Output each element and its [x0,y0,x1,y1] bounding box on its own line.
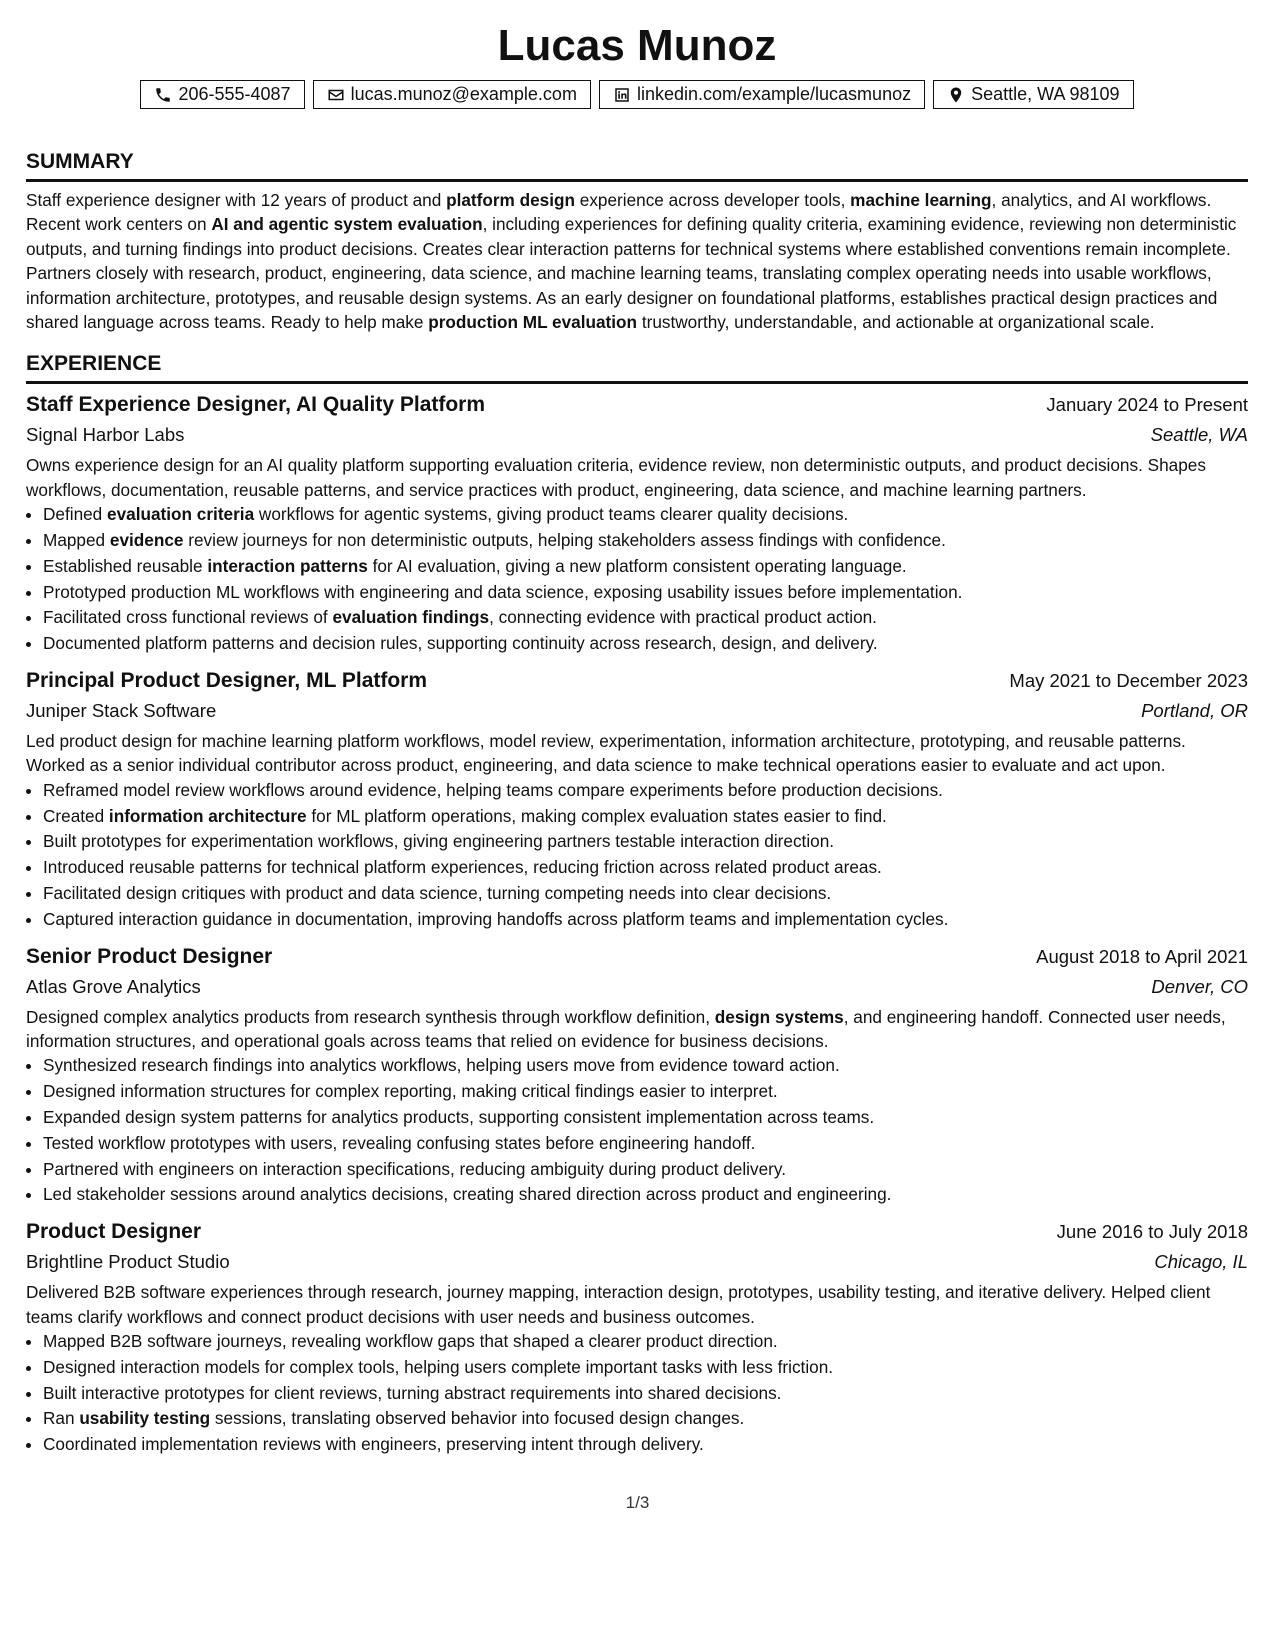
job-entry [26,1217,1248,1458]
experience-section [26,351,1248,1458]
job-location: Portland, OR [1141,700,1248,722]
job-dates: May 2021 to December 2023 [1009,670,1248,692]
phone-icon [154,86,172,104]
bullet-item: • Synthesized research findings into analytics workflows, helping users move from evidence toward action. [43,1053,1248,1079]
bullet-item: • Coordinated implementation reviews with engineers, preserving intent through delivery. [43,1432,1248,1458]
summary-section [26,149,1248,334]
bold-emphasis: AI and agentic system evaluation [211,214,483,235]
bullet-item: • Mapped B2B software journeys, revealing workflow gaps that shaped a clearer product direction. [43,1329,1248,1355]
contact-email-text: lucas.munoz@example.com [350,84,577,104]
job-dates: June 2016 to July 2018 [1056,1221,1248,1243]
bullet-item: • Prototyped production ML workflows with engineering and data science, exposing usability issues before implementation. [43,580,1248,606]
bullet-item: • Designed information structures for complex reporting, making critical findings easier to interpret. [43,1079,1248,1105]
bullet-item: • Reframed model review workflows around evidence, helping teams compare experiments before production decisions. [43,778,1248,804]
job-location: Chicago, IL [1154,1251,1248,1273]
job-bullets [26,778,1248,933]
job-location: Denver, CO [1151,975,1248,997]
contact-phone-text: 206-555-4087 [178,84,291,104]
bullet-item: • Designed interaction models for complex tools, helping users complete important tasks with less friction. [43,1355,1248,1381]
job-description: Led product design for machine learning platform workflows, model review, experimentation, information architecture, prototyping, and reusable patterns. Worked as a senior individual contributor across product, engineering, and data science to make technical operations easier to evaluate and act upon. [26,731,1186,776]
job-entry [26,390,1248,657]
bullet-item: • Mapped evidence review journeys for non deterministic outputs, helping stakeholders assess findings with confidence. [43,528,1248,554]
company-name: Signal Harbor Labs [26,424,185,446]
bullet-item: • Led stakeholder sessions around analytics decisions, creating shared direction across product and engineering. [43,1182,1248,1208]
job-description: Designed complex analytics products from research synthesis through workflow definition, design systems, and engineering handoff. Connected user needs, information structures, and operational goals across teams that relied on evidence for business decisions. [26,1006,1226,1052]
contact-location-text: Seattle, WA 98109 [971,84,1120,104]
candidate-name: Lucas Munoz [497,21,777,70]
contact-location [933,80,1133,109]
bold-emphasis: design systems [714,1006,844,1027]
bullet-item: • Expanded design system patterns for analytics products, supporting consistent implementation across teams. [43,1105,1248,1131]
bullet-item: • Facilitated design critiques with product and data science, turning competing needs into clear decisions. [43,881,1248,907]
job-entry [26,942,1248,1209]
job-bullets [26,1329,1248,1458]
bullet-item: • Captured interaction guidance in documentation, improving handoffs across platform teams and implementation cycles. [43,907,1248,933]
bold-emphasis: interaction patterns [207,555,368,576]
job-description: Owns experience design for an AI quality platform supporting evaluation criteria, evidence review, non deterministic outputs, and product decisions. Shapes workflows, documentation, reusable patterns, and service practices with product, engineering, data science, and machine learning partners. [26,455,1206,500]
envelope-icon [327,86,345,104]
bold-emphasis: evaluation findings [332,607,490,628]
bold-emphasis: evidence [109,530,184,551]
contact-email[interactable] [313,80,591,109]
summary-text: Staff experience designer with 12 years of product and platform design experience across developer tools, machine learning, analytics, and AI workflows. Recent work centers on AI and agentic system evaluation, including experiences for defining quality criteria, examining evidence, reviewing non deterministic outputs, and turning findings into product decisions. Creates clear interaction patterns for technical systems where established conventions remain incomplete. Partners closely with research, product, engineering, data science, and machine learning teams, translating complex operating needs into usable workflows, information architecture, prototypes, and reusable design systems. As an early designer on foundational platforms, establishes practical design practices and shared language across teams. Ready to help make production ML evaluation trustworthy, understandable, and actionable at organizational scale. [26,190,1237,333]
bullet-item: • Facilitated cross functional reviews of evaluation findings, connecting evidence with practical product action. [43,605,1248,631]
bullet-item: • Tested workflow prototypes with users, revealing confusing states before engineering handoff. [43,1131,1248,1157]
resume-page [26,18,1248,1458]
job-title: Product Designer [26,1220,202,1244]
bold-emphasis: evaluation criteria [107,504,255,525]
summary-heading: SUMMARY [26,149,1248,182]
bullet-item: • Ran usability testing sessions, translating observed behavior into focused design changes. [43,1406,1248,1432]
job-entry [26,666,1248,933]
contact-linkedin[interactable] [599,80,925,109]
company-name: Atlas Grove Analytics [26,975,201,997]
bullet-item: • Partnered with engineers on interaction specifications, reducing ambiguity during product delivery. [43,1157,1248,1183]
company-name: Brightline Product Studio [26,1251,230,1273]
bold-emphasis: information architecture [108,805,307,826]
job-title: Staff Experience Designer, AI Quality Platform [26,393,486,417]
job-location: Seattle, WA [1150,424,1248,446]
bold-emphasis: platform design [446,190,575,210]
bullet-item: • Built interactive prototypes for client reviews, turning abstract requirements into shared decisions. [43,1381,1248,1407]
experience-heading: EXPERIENCE [26,351,1248,384]
job-bullets [26,502,1248,657]
bullet-item: • Created information architecture for ML platform operations, making complex evaluation states easier to find. [43,804,1248,830]
job-description: Delivered B2B software experiences through research, journey mapping, interaction design, prototypes, usability testing, and iterative delivery. Helped client teams clarify workflows and connect product decisions with user needs and business outcomes. [26,1282,1211,1327]
bold-emphasis: production ML evaluation [428,312,638,333]
job-dates: August 2018 to April 2021 [1036,945,1248,967]
bullet-item: • Established reusable interaction patterns for AI evaluation, giving a new platform consistent operating language. [43,554,1248,580]
contact-bar [26,80,1248,109]
bold-emphasis: usability testing [79,1408,211,1429]
company-name: Juniper Stack Software [26,700,217,722]
contact-phone [140,80,304,109]
bold-emphasis: machine learning [850,190,992,210]
job-dates: January 2024 to Present [1046,394,1248,416]
job-title: Principal Product Designer, ML Platform [26,669,428,693]
contact-linkedin-text: linkedin.com/example/lucasmunoz [636,84,912,104]
bullet-item: • Defined evaluation criteria workflows for agentic systems, giving product teams clearer quality decisions. [43,502,1248,528]
page-number: 1/3 [625,1493,650,1512]
bullet-item: • Built prototypes for experimentation workflows, giving engineering partners testable interaction direction. [43,829,1248,855]
job-bullets [26,1053,1248,1208]
job-title: Senior Product Designer [26,944,273,968]
map-pin-icon [947,86,965,104]
bullet-item: • Documented platform patterns and decision rules, supporting continuity across research, design, and delivery. [43,631,1248,657]
linkedin-icon [613,86,631,104]
bullet-item: • Introduced reusable patterns for technical platform experiences, reducing friction across related product areas. [43,855,1248,881]
